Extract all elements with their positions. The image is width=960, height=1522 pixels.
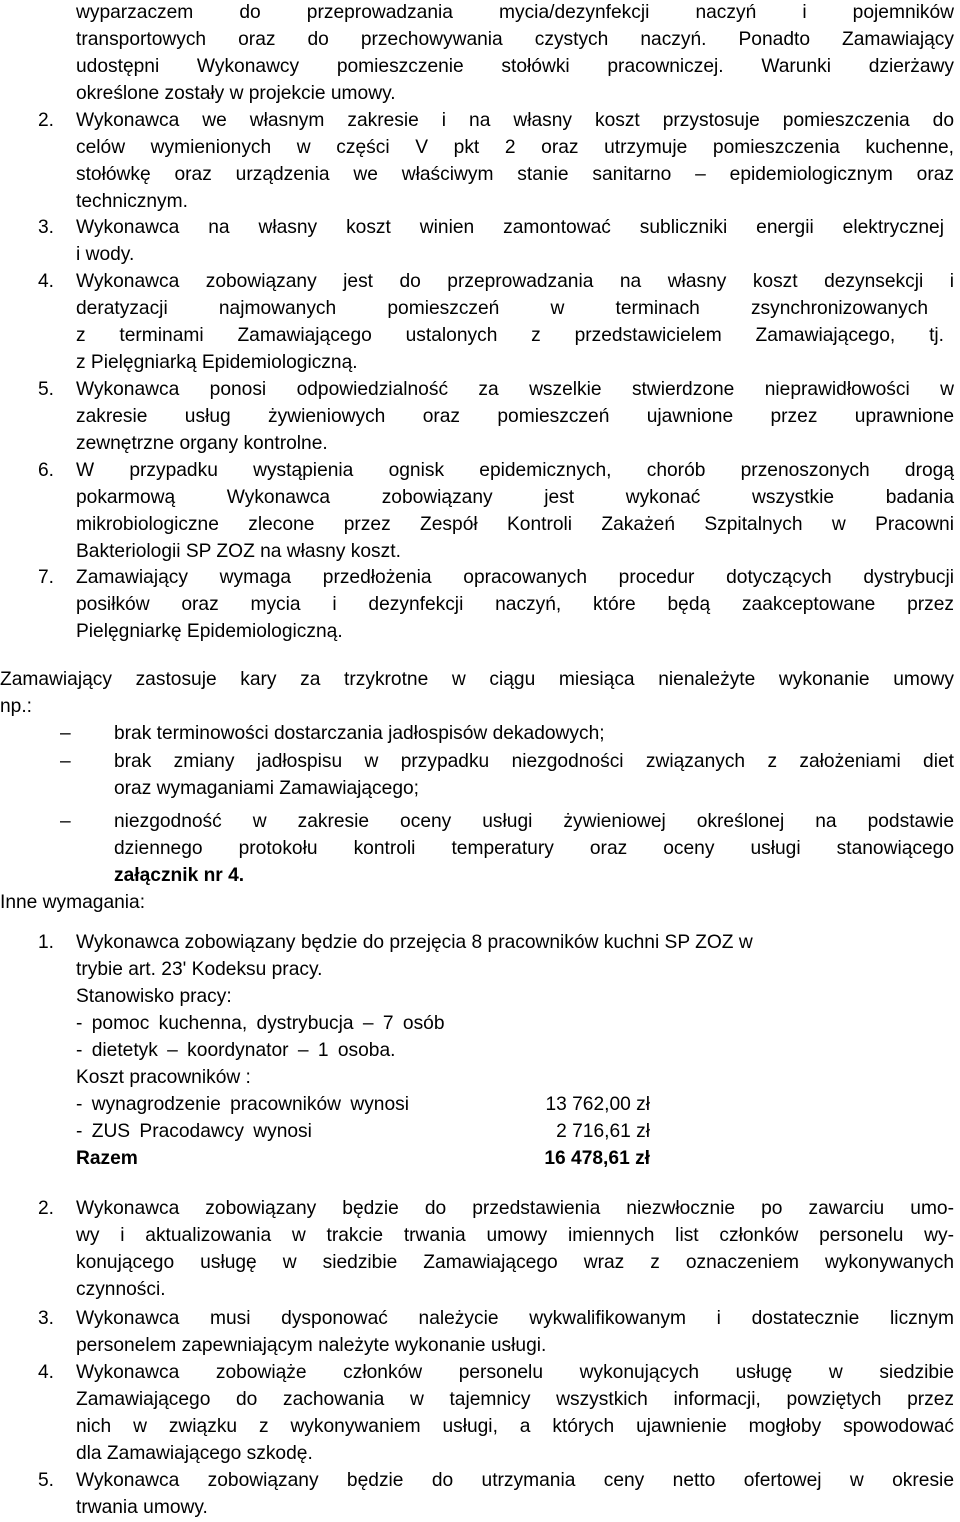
text-line: transportowych oraz do przechowywania czystych naczyń. Ponadto Zamawiający xyxy=(76,29,954,50)
text-line: np.: xyxy=(0,696,33,717)
text-line: Wykonawca musi dysponować należycie wykwalifikowanym i dostatecznie licznym xyxy=(76,1308,954,1329)
text-line: Wykonawca zobowiązany będzie do przejęcia 8 pracowników kuchni SP ZOZ w xyxy=(76,932,753,953)
total-label: Razem xyxy=(76,1148,138,1169)
section-heading: Inne wymagania: xyxy=(0,892,146,913)
text-line: Wykonawca zobowiązany będzie do przedstawienia niezwłocznie po zawarciu umo- xyxy=(76,1198,954,1219)
text-line: Bakteriologii SP ZOZ na własny koszt. xyxy=(76,541,401,562)
text-line: Zamawiający zastosuje kary za trzykrotne w ciągu miesiąca nienależyte wykonanie umowy xyxy=(0,669,954,690)
text-line: wyparzaczem do przeprowadzania mycia/dezynfekcji naczyń i pojemników xyxy=(76,2,954,23)
text-line: Wykonawca we własnym zakresie i na własny koszt przystosuje pomieszczenia do xyxy=(76,110,954,131)
text-line: wy i aktualizowania w trakcie trwania umowy imiennych list członków personelu wy- xyxy=(76,1225,954,1246)
text-line: z terminami Zamawiającego ustalonych z przedstawicielem Zamawiającego, tj. xyxy=(76,325,944,346)
text-line: Zamawiający wymaga przedłożenia opracowanych procedur dotyczących dystrybucji xyxy=(76,567,954,588)
cost-label: - ZUS Pracodawcy wynosi xyxy=(76,1121,312,1142)
list-number: 3. xyxy=(38,1308,55,1329)
text-line: Wykonawca zobowiązany będzie do utrzymania ceny netto ofertowej w okresie xyxy=(76,1470,954,1491)
text-line: pokarmową Wykonawca zobowiązany jest wykonać wszystkie badania xyxy=(76,487,954,508)
list-number: 3. xyxy=(38,217,55,238)
bullet-dash: – xyxy=(60,811,71,832)
text-line: dziennego protokołu kontroli temperatury oraz oceny usługi stanowiącego xyxy=(114,838,954,859)
text-line: Stanowisko pracy: xyxy=(76,986,232,1007)
text-line: brak terminowości dostarczania jadłospisów dekadowych; xyxy=(114,723,605,744)
text-line: zewnętrzne organy kontrolne. xyxy=(76,433,328,454)
text-line: Pielęgniarkę Epidemiologiczną. xyxy=(76,621,343,642)
text-line: brak zmiany jadłospisu w przypadku niezgodności związanych z założeniami diet xyxy=(114,751,954,772)
list-number: 1. xyxy=(38,932,55,953)
text-line: deratyzacji najmowanych pomieszczeń w terminach zsynchronizowanych xyxy=(76,298,928,319)
text-line: mikrobiologiczne zlecone przez Zespół Kontroli Zakażeń Szpitalnych w Pracowni xyxy=(76,514,954,535)
list-number: 2. xyxy=(38,110,55,131)
list-number: 5. xyxy=(38,379,55,400)
list-number: 4. xyxy=(38,271,55,292)
cost-value: 13 762,00 zł xyxy=(545,1094,650,1115)
text-line: W przypadku wystąpienia ognisk epidemicznych, chorób przenoszonych drogą xyxy=(76,460,954,481)
text-line: konującego usługę w siedzibie Zamawiającego wraz z oznaczeniem wykonywanych xyxy=(76,1252,954,1273)
list-number: 2. xyxy=(38,1198,55,1219)
text-line: posiłków oraz mycia i dezynfekcji naczyń, które będą zaakceptowane przez xyxy=(76,594,954,615)
list-number: 5. xyxy=(38,1470,55,1491)
bullet-dash: – xyxy=(60,723,71,744)
text-line: Zamawiającego do zachowania w tajemnicy wszystkich informacji, powziętych przez xyxy=(76,1389,954,1410)
text-line: Wykonawca na własny koszt winien zamontować subliczniki energii elektrycznej xyxy=(76,217,944,238)
text-line: oraz wymaganiami Zamawiającego; xyxy=(114,778,419,799)
list-number: 4. xyxy=(38,1362,55,1383)
text-line: czynności. xyxy=(76,1279,166,1300)
text-line: Wykonawca ponosi odpowiedzialność za wszelkie stwierdzone nieprawidłowości w xyxy=(76,379,954,400)
text-line: stołówkę oraz urządzenia we właściwym stanie sanitarno – epidemiologicznym oraz xyxy=(76,164,954,185)
total-value: 16 478,61 zł xyxy=(544,1148,650,1169)
text-line: trybie art. 23' Kodeksu pracy. xyxy=(76,959,323,980)
text-line: Wykonawca zobowiąże członków personelu wykonujących usługę w siedzibie xyxy=(76,1362,954,1383)
text-line: - pomoc kuchenna, dystrybucja – 7 osób xyxy=(76,1013,445,1034)
text-line: i wody. xyxy=(76,244,135,265)
text-line: nich w związku z wykonywaniem usługi, a których ujawnienie mogłoby spowodować xyxy=(76,1416,954,1437)
text-line: technicznym. xyxy=(76,191,188,212)
cost-label: - wynagrodzenie pracowników wynosi xyxy=(76,1094,410,1115)
text-line: personelem zapewniającym należyte wykonanie usługi. xyxy=(76,1335,547,1356)
text-line: Wykonawca zobowiązany jest do przeprowadzania na własny koszt dezynsekcji i xyxy=(76,271,954,292)
text-line: niezgodność w zakresie oceny usługi żywieniowej określonej na podstawie xyxy=(114,811,954,832)
text-line: dla Zamawiającego szkodę. xyxy=(76,1443,313,1464)
text-line: trwania umowy. xyxy=(76,1497,208,1518)
cost-value: 2 716,61 zł xyxy=(556,1121,650,1142)
text-line: - dietetyk – koordynator – 1 osoba. xyxy=(76,1040,396,1061)
text-line: z Pielęgniarką Epidemiologiczną. xyxy=(76,352,358,373)
text-line: załącznik nr 4. xyxy=(114,865,245,886)
text-line: określone zostały w projekcie umowy. xyxy=(76,83,396,104)
text-line: udostępni Wykonawcy pomieszczenie stołówki pracowniczej. Warunki dzierżawy xyxy=(76,56,954,77)
text-line: zakresie usług żywieniowych oraz pomieszczeń ujawnione przez uprawnione xyxy=(76,406,954,427)
list-number: 7. xyxy=(38,567,55,588)
list-number: 6. xyxy=(38,460,55,481)
text-line: celów wymienionych w części V pkt 2 oraz utrzymuje pomieszczenia kuchenne, xyxy=(76,137,954,158)
bullet-dash: – xyxy=(60,751,71,772)
text-line: Koszt pracowników : xyxy=(76,1067,251,1088)
